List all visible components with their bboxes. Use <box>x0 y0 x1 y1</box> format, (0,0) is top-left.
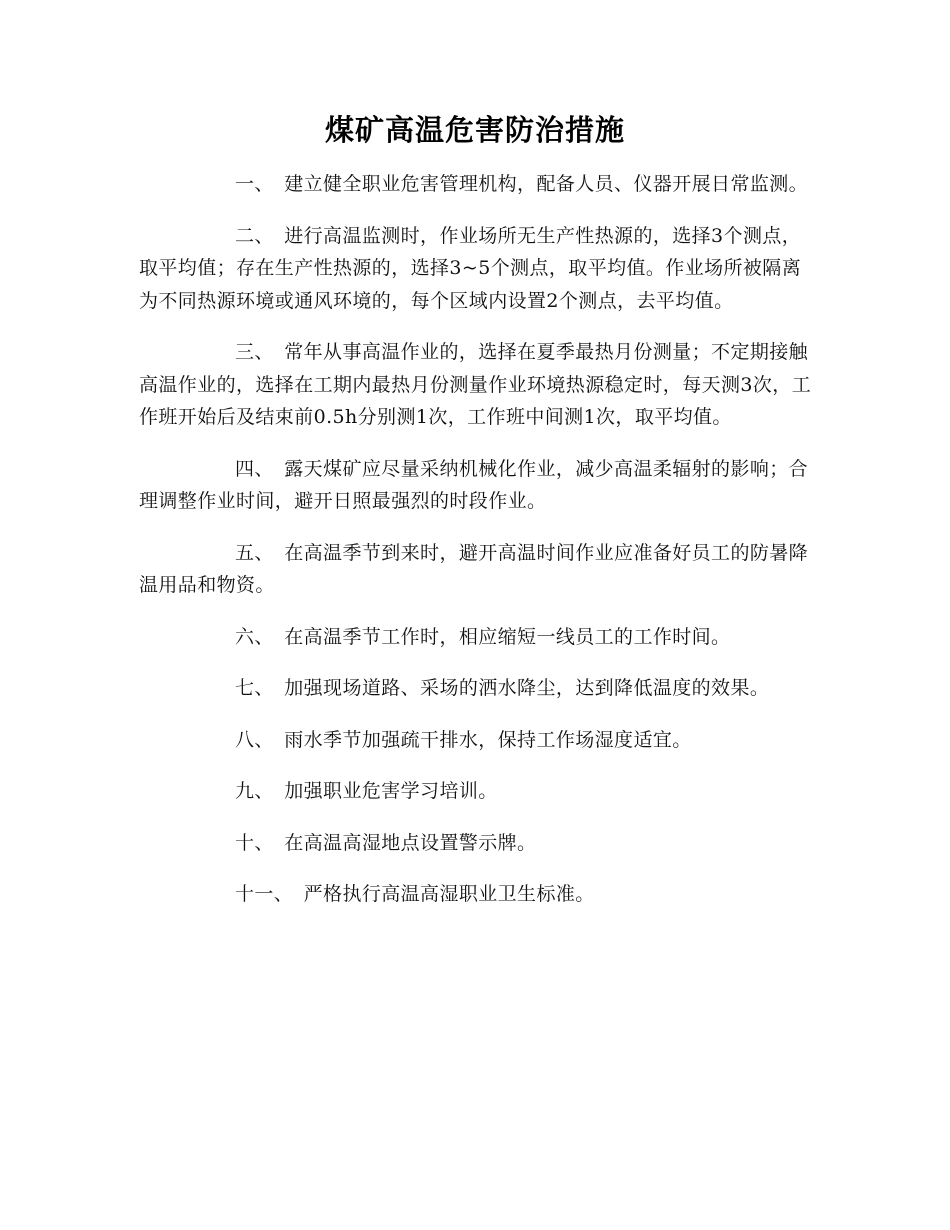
measure-item-5 <box>139 537 819 602</box>
item-number: 十一、 <box>235 883 294 905</box>
measure-item-6 <box>139 621 819 654</box>
item-number: 一、 <box>235 173 274 195</box>
measure-item-11 <box>139 878 819 911</box>
item-text: 加强现场道路、采场的洒水降尘，达到降低温度的效果。 <box>277 677 770 699</box>
item-number: 十、 <box>235 831 274 854</box>
item-number: 三、 <box>235 341 274 363</box>
item-number: 四、 <box>235 457 274 480</box>
item-text: 严格执行高温高湿职业卫生标准。 <box>297 883 595 905</box>
measure-item-10 <box>139 827 819 860</box>
measure-item-8 <box>139 724 819 757</box>
measure-item-7 <box>139 672 819 705</box>
document-title: 煤矿高温危害防治措施 <box>324 113 625 147</box>
item-text: 雨水季节加强疏干排水，保持工作场湿度适宜。 <box>277 728 692 751</box>
item-text: 在高温高湿地点设置警示牌。 <box>277 831 537 854</box>
measure-item-3 <box>139 336 819 434</box>
item-text: 常年从事高温作业的，选择在夏季最热月份测量；不定期接触高温作业的，选择在工期内最热月份测量作业环境热源稳定时，每天测3次，工作班开始后及结束前0.5h分别测1次，工作班中间测1次，取平均值。 <box>139 341 812 428</box>
item-number: 二、 <box>235 224 274 247</box>
item-text: 露天煤矿应尽量采纳机械化作业，减少高温柔辐射的影响；合理调整作业时间，避开日照最强烈的时段作业。 <box>139 457 809 512</box>
item-text: 进行高温监测时，作业场所无生产性热源的，选择3个测点，取平均值；存在生产性热源的，选择3~5个测点，取平均值。作业场所被隔离为不同热源环境或通风环境的，每个区域内设置2个测点，去平均值。 <box>139 224 802 312</box>
measure-item-2 <box>139 220 819 318</box>
item-number: 六、 <box>235 625 274 648</box>
item-text: 加强职业危害学习培训。 <box>277 780 498 802</box>
item-text: 建立健全职业危害管理机构，配备人员、仪器开展日常监测。 <box>277 173 809 195</box>
item-text: 在高温季节到来时，避开高温时间作业应准备好员工的防暑降温用品和物资。 <box>139 541 809 596</box>
measure-item-9 <box>139 775 819 808</box>
item-number: 九、 <box>235 780 274 802</box>
item-number: 八、 <box>235 728 274 751</box>
item-number: 七、 <box>235 677 274 699</box>
measure-item-4 <box>139 453 819 518</box>
measure-item-1 <box>139 168 819 201</box>
item-number: 五、 <box>235 541 274 564</box>
item-text: 在高温季节工作时，相应缩短一线员工的工作时间。 <box>277 625 731 648</box>
document-body <box>139 168 819 930</box>
